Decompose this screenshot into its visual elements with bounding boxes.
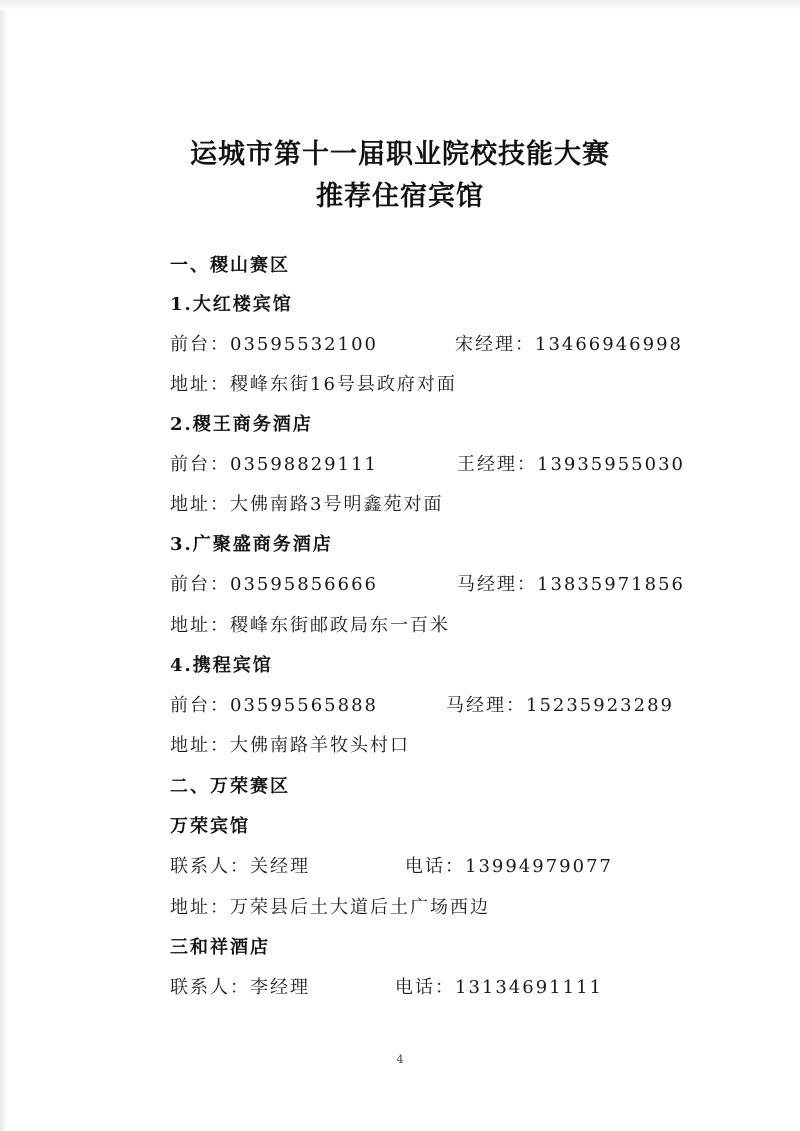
contact-row bbox=[170, 573, 685, 597]
hotel-name: 三和祥酒店 bbox=[170, 937, 270, 958]
contact-row bbox=[170, 694, 674, 718]
hotel-name: 3.广聚盛商务酒店 bbox=[170, 534, 333, 555]
scan-edge-top bbox=[0, 0, 800, 10]
page-number: 4 bbox=[396, 1053, 404, 1066]
contact-person: 联系人：李经理 bbox=[170, 977, 310, 998]
manager-phone: 马经理：15235923289 bbox=[446, 695, 674, 716]
contact-row bbox=[170, 333, 683, 357]
hotel-address: 地址：大佛南路3号明鑫苑对面 bbox=[170, 494, 444, 515]
contact-row bbox=[170, 453, 685, 477]
manager-phone: 马经理：13835971856 bbox=[457, 574, 685, 595]
hotel-name: 1.大红楼宾馆 bbox=[170, 294, 293, 315]
section-heading-wanrong: 二、万荣赛区 bbox=[170, 776, 290, 797]
front-desk-phone: 前台：03598829111 bbox=[170, 454, 378, 475]
page-title-line1: 运城市第十一届职业院校技能大赛 bbox=[190, 139, 610, 170]
contact-person: 联系人：关经理 bbox=[170, 856, 310, 877]
hotel-address: 地址：稷峰东街16号县政府对面 bbox=[170, 374, 457, 395]
hotel-name: 2.稷王商务酒店 bbox=[170, 414, 313, 435]
hotel-address: 地址：大佛南路羊牧头村口 bbox=[170, 735, 410, 756]
contact-phone: 电话：13994979077 bbox=[405, 856, 613, 877]
hotel-name: 4.携程宾馆 bbox=[170, 655, 273, 676]
hotel-address: 地址：稷峰东街邮政局东一百米 bbox=[170, 615, 450, 636]
hotel-address: 地址：万荣县后土大道后土广场西边 bbox=[170, 897, 490, 918]
section-heading-jishan: 一、稷山赛区 bbox=[170, 255, 290, 276]
page-title-line2: 推荐住宿宾馆 bbox=[316, 181, 484, 212]
contact-phone: 电话：13134691111 bbox=[395, 977, 603, 998]
manager-phone: 宋经理：13466946998 bbox=[455, 334, 683, 355]
front-desk-phone: 前台：03595856666 bbox=[170, 574, 378, 595]
hotel-name: 万荣宾馆 bbox=[170, 816, 250, 837]
front-desk-phone: 前台：03595565888 bbox=[170, 695, 378, 716]
front-desk-phone: 前台：03595532100 bbox=[170, 334, 378, 355]
manager-phone: 王经理：13935955030 bbox=[457, 454, 685, 475]
contact-row bbox=[170, 976, 603, 1000]
contact-row bbox=[170, 855, 613, 879]
